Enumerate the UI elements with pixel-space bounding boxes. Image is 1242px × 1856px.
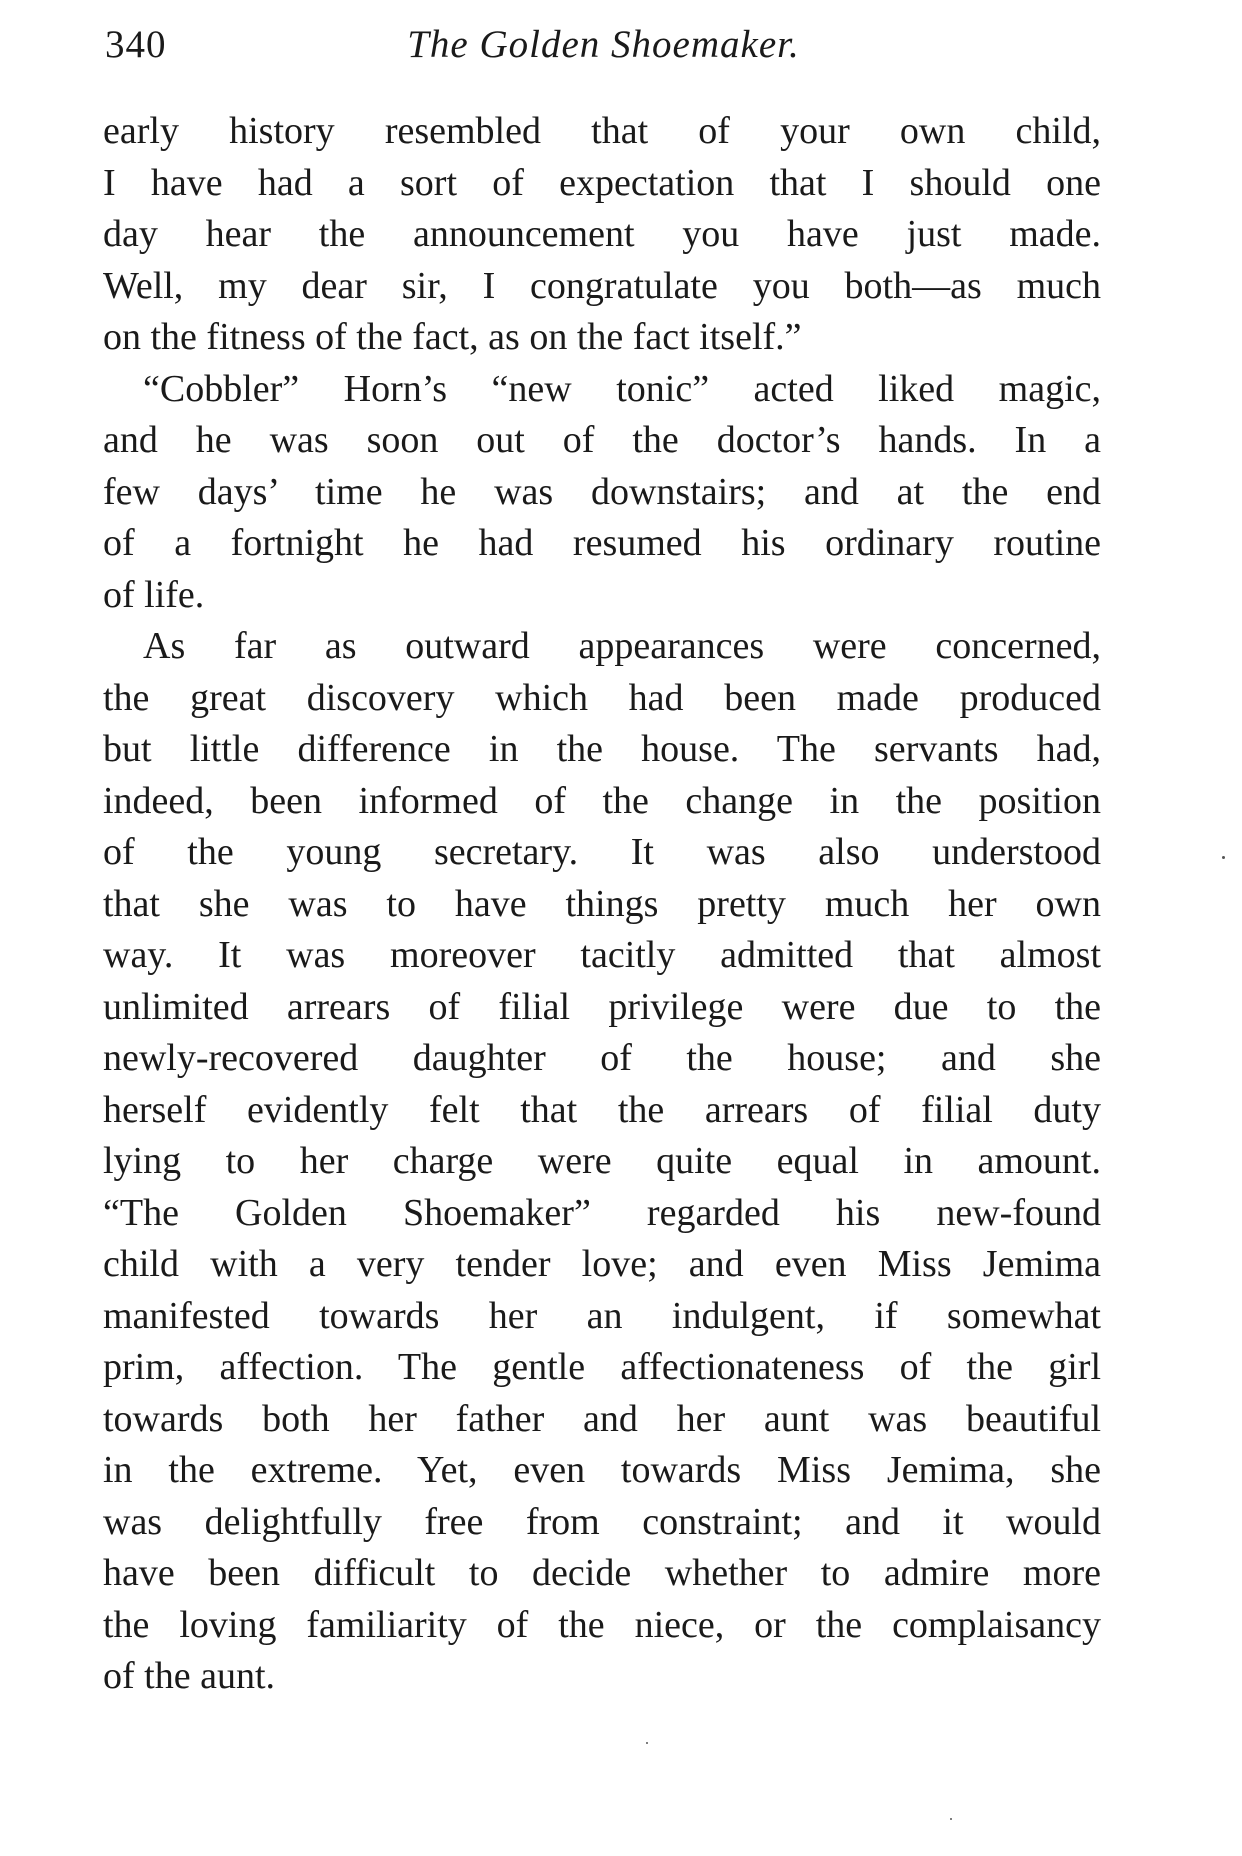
text-line: Well, my dear sir, I congratulate you both—as much — [103, 264, 1101, 307]
paper-speck — [646, 1742, 648, 1744]
paper-speck — [950, 1818, 952, 1820]
text-line: day hear the announcement you have just made. — [103, 213, 1101, 255]
text-line: early history resembled that of your own child, — [103, 110, 1101, 152]
text-line: have been difficult to decide whether to admire more — [103, 1552, 1101, 1594]
page-number: 340 — [105, 23, 167, 66]
text-line: I have had a sort of expectation that I should one — [103, 161, 1101, 204]
text-line: towards both her father and her aunt was beautiful — [103, 1397, 1101, 1440]
text-line: prim, affection. The gentle affectionateness of the girl — [103, 1346, 1101, 1388]
text-line: “Cobbler” Horn’s “new tonic” acted liked magic, — [143, 367, 1101, 410]
body-text — [103, 106, 1101, 1703]
running-title: The Golden Shoemaker. — [407, 23, 800, 66]
text-line: and he was soon out of the doctor’s hands. In a — [103, 419, 1101, 461]
text-line: of life. — [103, 573, 205, 616]
text-line: of the young secretary. It was also understood — [103, 831, 1101, 873]
text-line: the loving familiarity of the niece, or the complaisancy — [103, 1603, 1101, 1646]
text-line: child with a very tender love; and even Miss Jemima — [103, 1243, 1101, 1285]
text-line: the great discovery which had been made produced — [103, 676, 1101, 719]
text-line: lying to her charge were quite equal in amount. — [103, 1140, 1101, 1182]
text-line: unlimited arrears of filial privilege were due to the — [103, 985, 1101, 1028]
text-line: on the fitness of the fact, as on the fact itself.” — [103, 316, 802, 358]
text-line: newly-recovered daughter of the house; and she — [103, 1037, 1101, 1079]
text-line: was delightfully free from constraint; and it would — [103, 1500, 1101, 1543]
text-line: in the extreme. Yet, even towards Miss Jemima, she — [103, 1449, 1101, 1491]
text-line: “The Golden Shoemaker” regarded his new-found — [103, 1191, 1101, 1234]
text-line: of the aunt. — [103, 1655, 276, 1697]
running-head — [105, 22, 1102, 82]
text-line: indeed, been informed of the change in the position — [103, 779, 1101, 822]
text-line: herself evidently felt that the arrears of filial duty — [103, 1088, 1101, 1131]
paper-speck — [1222, 856, 1225, 859]
text-line: As far as outward appearances were concerned, — [143, 625, 1101, 667]
text-line: but little difference in the house. The servants had, — [103, 728, 1101, 770]
text-line: that she was to have things pretty much her own — [103, 882, 1101, 925]
text-line: way. It was moreover tacitly admitted that almost — [103, 934, 1101, 976]
text-line: manifested towards her an indulgent, if somewhat — [103, 1294, 1101, 1337]
text-line: of a fortnight he had resumed his ordinary routine — [103, 522, 1101, 564]
text-line: few days’ time he was downstairs; and at the end — [103, 470, 1101, 513]
